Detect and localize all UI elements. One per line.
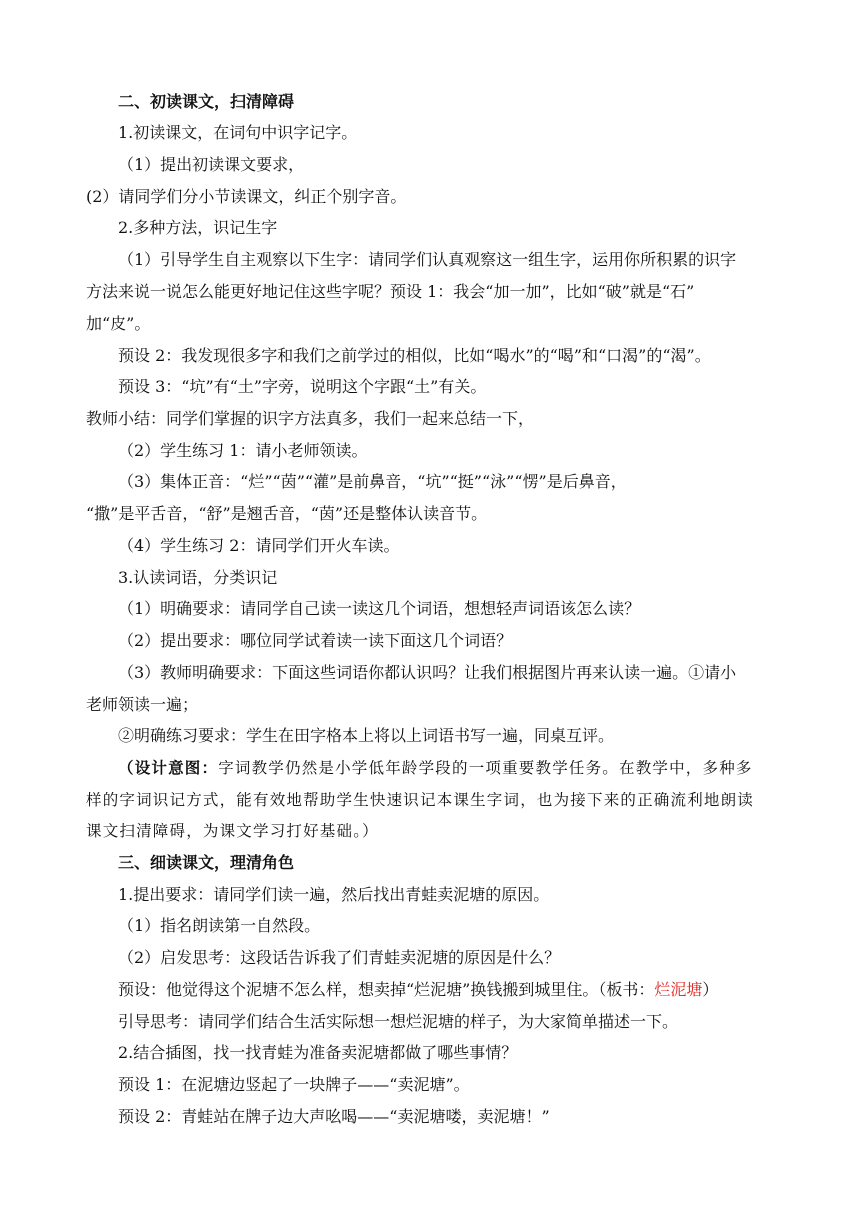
- teacher-summary: 教师小结：同学们掌握的识字方法真多，我们一起来总结一下，: [86, 409, 535, 428]
- text-line: 预设 2：青蛙站在牌子边大声吆喝——“卖泥塘喽，卖泥塘！”: [118, 1107, 550, 1126]
- board-writing-highlight: 烂泥塘: [654, 980, 703, 999]
- text-line: （2）提出要求：哪位同学试着读一读下面这几个词语？: [118, 631, 513, 650]
- text-line: （3）教师明确要求：下面这些词语你都认识吗？让我们根据图片再来认读一遍。①请小: [118, 663, 737, 682]
- text-line: 预设：他觉得这个泥塘不怎么样，想卖掉“烂泥塘”换钱搬到城里住。（板书：烂泥塘）: [118, 980, 719, 999]
- text-line: ②明确练习要求：学生在田字格本上将以上词语书写一遍，同桌互评。: [118, 726, 615, 745]
- step-3-title: 3.认读词语，分类识记: [118, 568, 278, 587]
- text-line: （2）启发思考：这段话告诉我了们青蛙卖泥塘的原因是什么？: [118, 948, 561, 967]
- design-intent-line: 样的字词识记方式，能有效地帮助学生快速识记本课生字词，也为接下来的正确流利地朗读: [86, 791, 755, 809]
- design-intent-label: （设计意图：: [118, 759, 219, 777]
- design-intent-line: 课文扫清障碍，为课文学习打好基础。）: [86, 822, 379, 840]
- text-line: （3）集体正音：“烂”“茵”“灌”是前鼻音，“坑”“挺”“泳”“愣”是后鼻音，: [118, 472, 627, 491]
- text-line: 引导思考：请同学们结合生活实际想一想烂泥塘的样子，为大家简单描述一下。: [118, 1012, 679, 1031]
- text-line: （2）学生练习 1：请小老师领读。: [118, 441, 368, 460]
- text-line: （1）提出初读课文要求，: [118, 155, 305, 174]
- text-line: 方法来说一说怎么能更好地记住这些字呢？预设 1：我会“加一加”，比如“破”就是“石”: [86, 282, 695, 301]
- text-line: 预设 2：我发现很多字和我们之前学过的相似，比如“喝水”的“喝”和“口渴”的“渴”。: [118, 346, 711, 365]
- step-2-title: 2.多种方法，识记生字: [118, 218, 278, 237]
- section-heading-3: 三、细读课文，理清角色: [118, 853, 295, 872]
- section-heading-2: 二、初读课文，扫清障碍: [118, 92, 295, 111]
- text-line: （1）指名朗读第一自然段。: [118, 916, 321, 935]
- text-line: 1.提出要求：请同学们读一遍，然后找出青蛙卖泥塘的原因。: [118, 885, 550, 904]
- text-line: 老师领读一遍；: [86, 695, 199, 714]
- text-line: （1）引导学生自主观察以下生字：请同学们认真观察这一组生字，运用你所积累的识字: [118, 250, 737, 269]
- step-1-title: 1.初读课文，在词句中识字记字。: [118, 123, 358, 142]
- text-line: 预设 3：“坑”有“土”字旁，说明这个字跟“土”有关。: [118, 377, 487, 396]
- text-line: 预设 1：在泥塘边竖起了一块牌子——“卖泥塘”。: [118, 1075, 470, 1094]
- text-line: （4）学生练习 2：请同学们开火车读。: [118, 536, 400, 555]
- text-line: 加“皮”。: [86, 314, 151, 333]
- text-line: (2）请同学们分小节读课文，纠正个别字音。: [86, 187, 407, 206]
- text-line: “撒”是平舌音，“舒”是翘舌音，“茵”还是整体认读音节。: [86, 504, 488, 523]
- text-line: （1）明确要求：请同学自己读一读这几个词语，想想轻声词语该怎么读？: [118, 599, 641, 618]
- design-intent-line: （设计意图：字词教学仍然是小学低年龄学段的一项重要教学任务。在教学中，多种多: [118, 759, 753, 777]
- text-line: 2.结合插图，找一找青蛙为准备卖泥塘都做了哪些事情？: [118, 1043, 518, 1062]
